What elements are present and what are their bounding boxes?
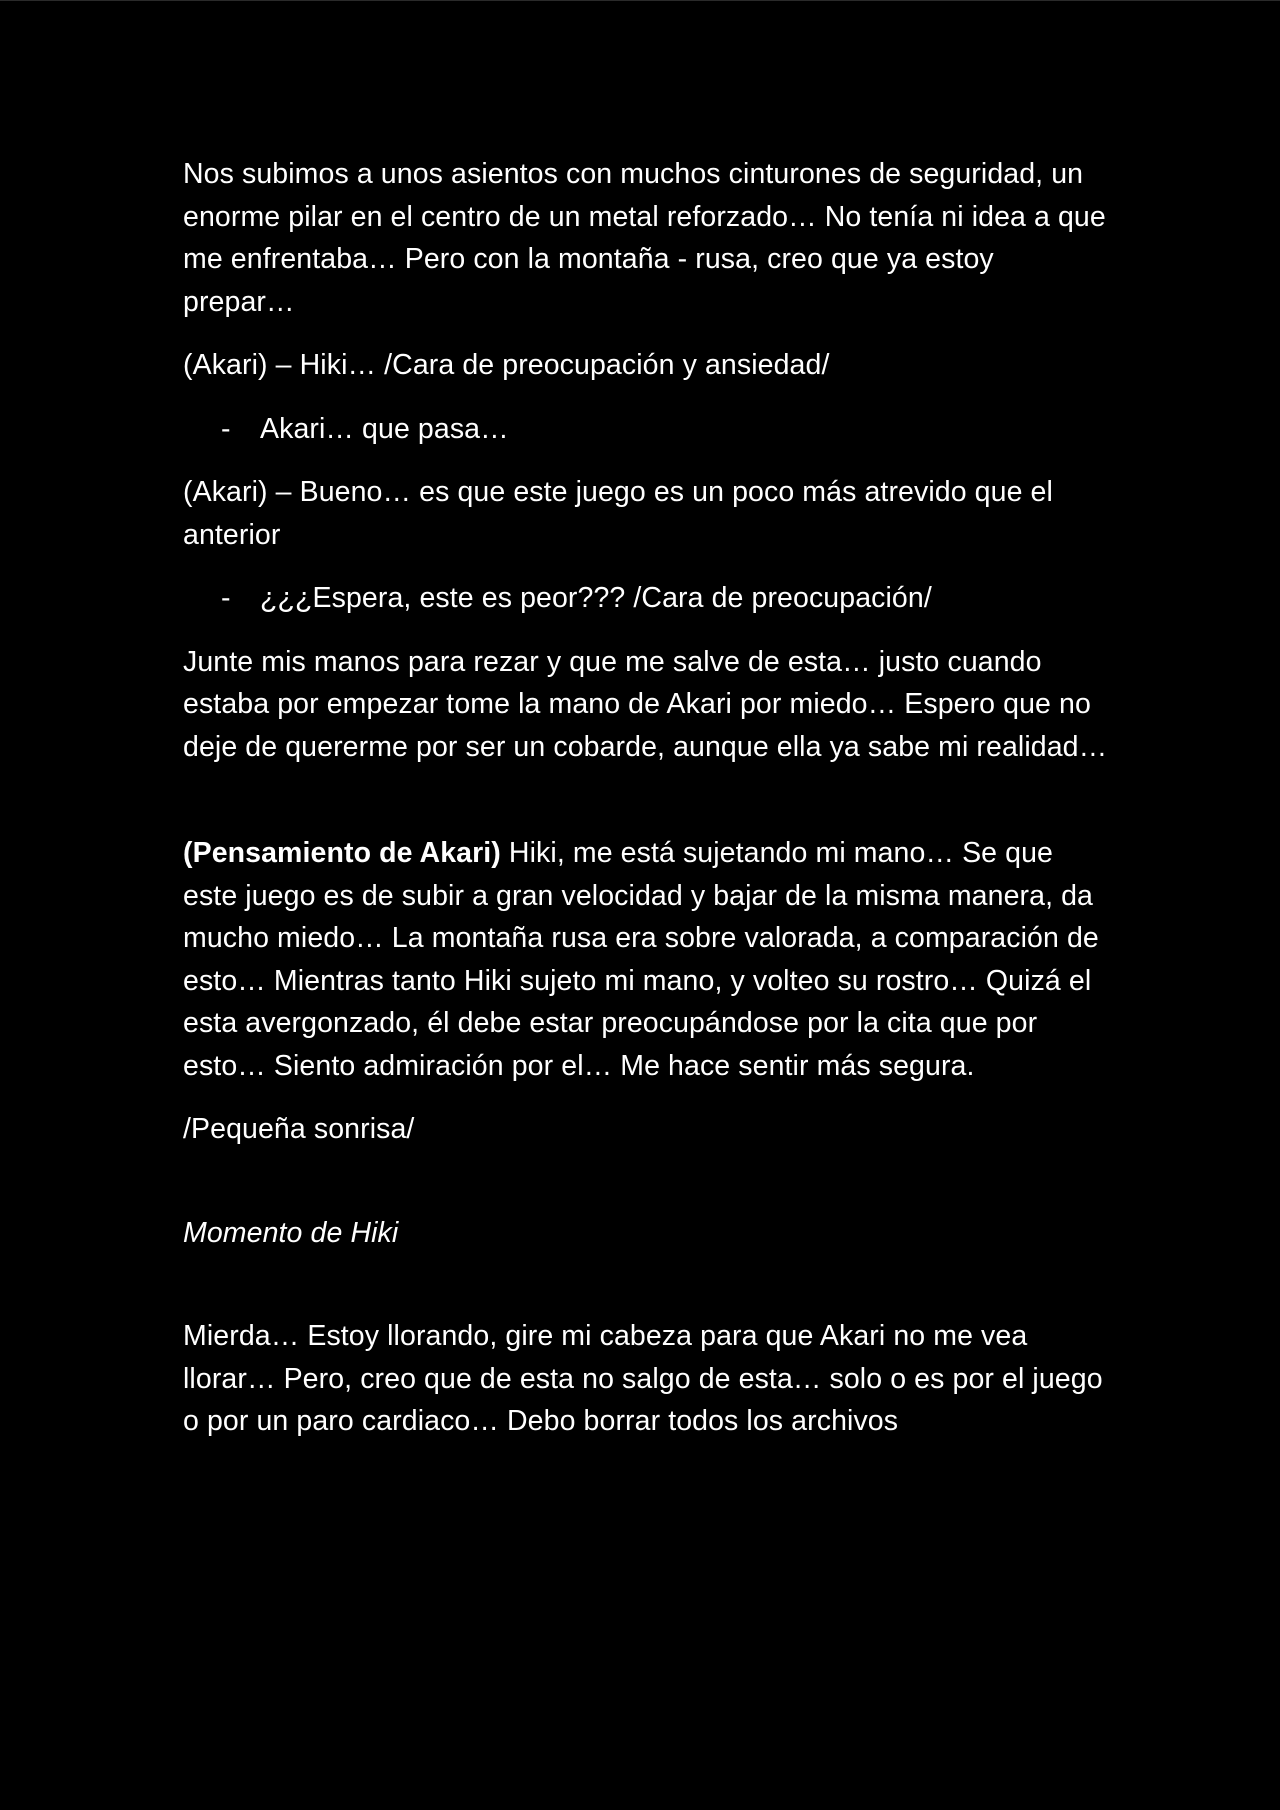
dialogue-hiki-1 xyxy=(183,408,1113,451)
dialogue-akari-1: (Akari) – Hiki… /Cara de preocupación y ansiedad/ xyxy=(183,349,830,381)
paragraph-smile: /Pequeña sonrisa/ xyxy=(183,1113,415,1145)
paragraph-pray: Junte mis manos para rezar y que me salve de esta… justo cuando estaba por empezar tome la mano de Akari por miedo… Espero que no deje de quererme por ser un cobarde, aunque ella ya sabe mi realidad… xyxy=(183,645,1108,763)
paragraph-seats: Nos subimos a unos asientos con muchos cinturones de seguridad, un enorme pilar en el centro de un metal reforzado… No tenía ni idea a que me enfrentaba… Pero con la montaña - rusa, creo que ya estoy prepar… xyxy=(183,158,1106,318)
paragraph-akari-thought xyxy=(183,832,1113,1087)
paragraph-crying: Mierda… Estoy llorando, gire mi cabeza para que Akari no me vea llorar… Pero, creo que de esta no salgo de esta… solo o es por el juego o por un paro cardiaco… Debo borrar todos los archivos xyxy=(183,1320,1103,1437)
document-body xyxy=(183,153,1113,1464)
blank-line xyxy=(183,1172,1113,1212)
dialogue-akari-2: (Akari) – Bueno… es que este juego es un poco más atrevido que el anterior xyxy=(183,476,1053,551)
blank-line xyxy=(183,1275,1113,1315)
dash-bullet: - xyxy=(221,582,231,614)
dialogue-hiki-1-text: Akari… que pasa… xyxy=(260,412,509,445)
section-heading-hiki: Momento de Hiki xyxy=(183,1216,399,1249)
dialogue-hiki-2 xyxy=(183,577,1113,620)
akari-thought-heading: (Pensamiento de Akari) xyxy=(183,837,501,869)
dialogue-hiki-2-text: ¿¿¿Espera, este es peor??? /Cara de preocupación/ xyxy=(260,582,932,614)
akari-thought-text: Hiki, me está sujetando mi mano… Se que este juego es de subir a gran velocidad y bajar de la misma manera, da mucho miedo… La montaña rusa era sobre valorada, a comparación de esto… Mientras tanto Hiki sujeto mi mano, y volteo su rostro… Quizá el esta avergonzado, él debe estar preocupándose por la cita que por esto… Siento admiración por el… Me hace sentir más segura. xyxy=(183,837,1099,1082)
dash-bullet: - xyxy=(221,412,231,445)
blank-line xyxy=(183,789,1113,832)
